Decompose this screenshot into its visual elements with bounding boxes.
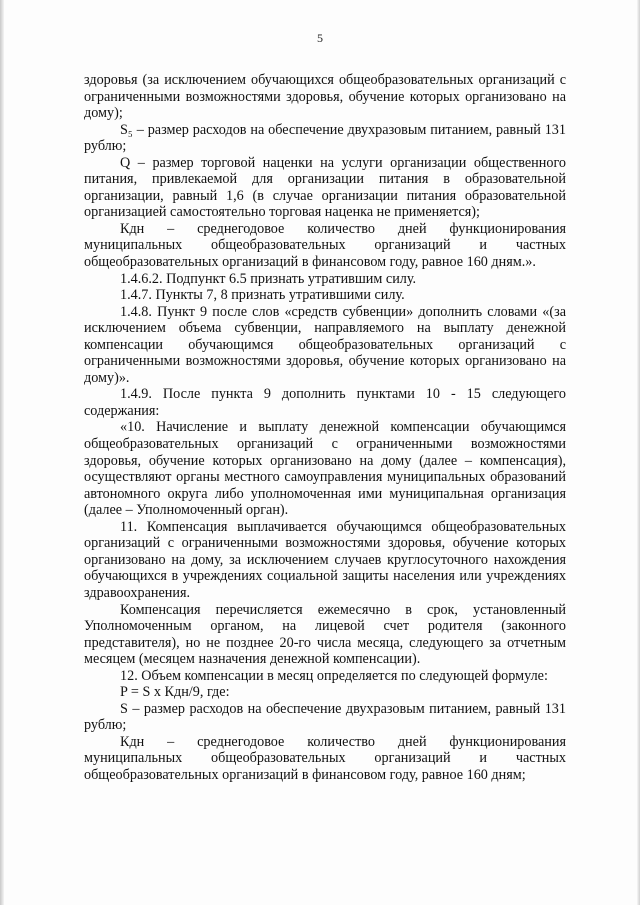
paragraph: 12. Объем компенсации в месяц определяется по следующей формуле: xyxy=(120,667,548,684)
page-number: 5 xyxy=(317,31,323,45)
formula-line: P = S x Кдн/9, где: xyxy=(120,684,230,701)
paragraph: 1.4.6.2. Подпункт 6.5 признать утратившим силу. xyxy=(120,270,417,287)
paragraph: 1.4.8. Пункт 9 после слов «средств субвенции» дополнить словами «(за исключением объема субвенции, направляемого на выплату денежной компенсации обучающимся общеобразовательных организаций с ограниченными возможностями здоровья, обучение которых организовано на дому)». xyxy=(84,303,566,386)
page-left-edge xyxy=(0,0,4,905)
paragraph: S – размер расходов на обеспечение двухразовым питанием, равный 131 рублю; xyxy=(84,700,566,734)
paragraph: 1.4.9. После пункта 9 дополнить пунктами 10 - 15 следующего содержания: xyxy=(84,386,566,419)
paragraph: Кдн – среднегодовое количество дней функционирования муниципальных общеобразовательных организаций и частных общеобразовательных организаций в финансовом году, равное 160 дням.». xyxy=(84,220,566,271)
paragraph: Кдн – среднегодовое количество дней функционирования муниципальных общеобразовательных организаций и частных общеобразовательных организаций в финансовом году, равное 160 дням; xyxy=(84,733,566,783)
paragraph: 11. Компенсация выплачивается обучающимся общеобразовательных организаций с ограниченными возможностями здоровья, обучение которых организовано на дому, за исключением случаев круглосуточного нахождения обучающихся в учреждениях социальной защиты населения или учреждениях здравоохранения. xyxy=(84,518,566,601)
paragraph: Компенсация перечисляется ежемесячно в срок, установленный Уполномоченным органом, на лицевой счет родителя (законного представителя), но не позднее 20-го числа месяца, следующего за отчетным месяцем (месяцем назначения денежной компенсации). xyxy=(84,601,566,668)
document-body xyxy=(84,72,566,784)
paragraph: «10. Начисление и выплату денежной компенсации обучающимся общеобразовательных организаций с ограниченными возможностями здоровья, обучение которых организовано на дому (далее – компенсация), осуществляют органы местного самоуправления муниципальных образований автономного округа либо уполномоченная ими муниципальная организация (далее – Уполномоченный орган). xyxy=(84,419,566,519)
paragraph: 1.4.7. Пункты 7, 8 признать утратившими силу. xyxy=(120,287,405,304)
paragraph: Q – размер торговой наценки на услуги организации общественного питания, привлекаемой для организации питания в образовательной организации, равный 1,6 (в случае организации питания образовательной организацией самостоятельно торговая наценка не применяется); xyxy=(84,154,566,221)
paragraph: здоровья (за исключением обучающихся общеобразовательных организаций с ограниченными возможностями здоровья, обучение которых организовано на дому); xyxy=(84,72,566,122)
paragraph: S₅ – размер расходов на обеспечение двухразовым питанием, равный 131 рублю; xyxy=(84,121,566,155)
